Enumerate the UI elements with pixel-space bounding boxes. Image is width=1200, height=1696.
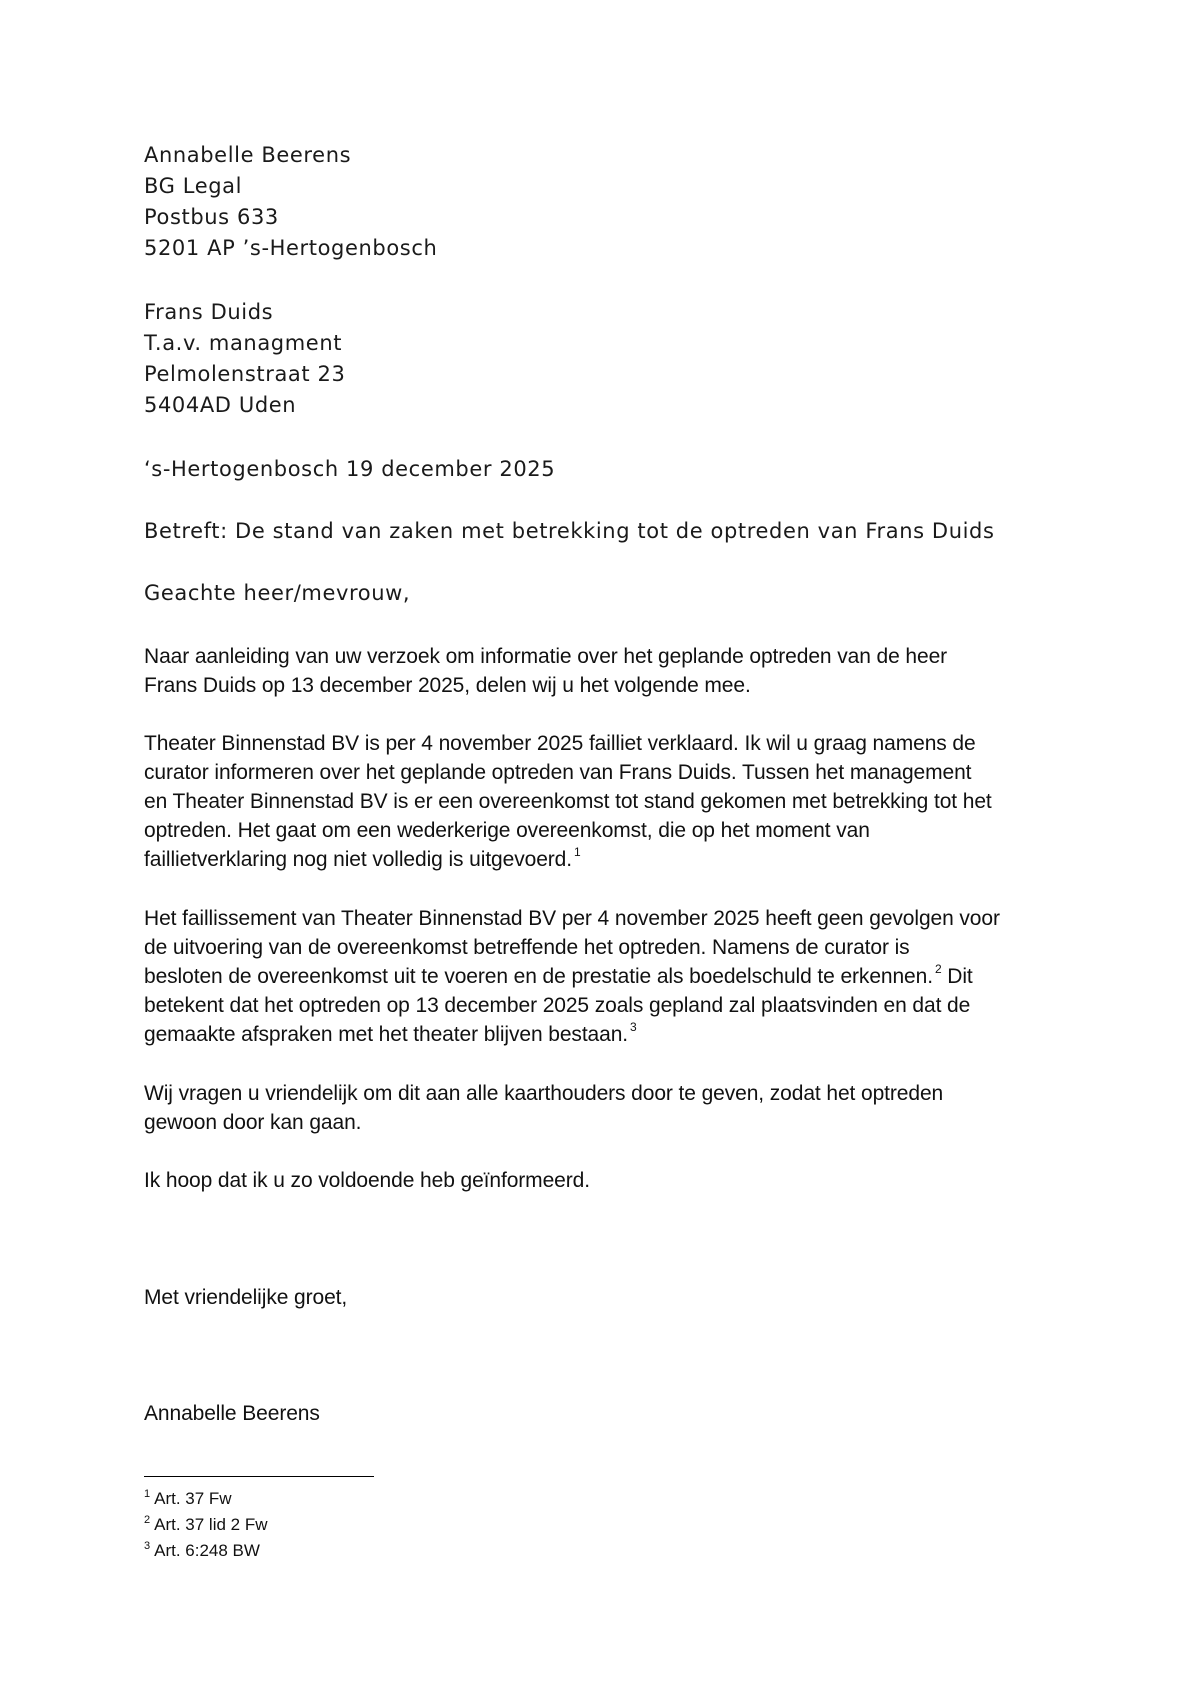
subject-line: Betreft: De stand van zaken met betrekking tot de optreden van Frans Duids bbox=[144, 519, 995, 543]
footnote-ref-1[interactable]: 1 bbox=[573, 845, 581, 859]
footnote-ref-2[interactable]: 2 bbox=[934, 962, 942, 976]
footnotes bbox=[144, 1486, 268, 1564]
recipient-street: Pelmolenstraat 23 bbox=[144, 362, 346, 386]
footnote-1: $^1$ Art. 37 Fw bbox=[144, 1488, 232, 1508]
paragraph-5: Ik hoop dat ik u zo voldoende heb geïnformeerd. bbox=[144, 1169, 590, 1192]
footnote-2: $^2$ Art. 37 lid 2 Fw bbox=[144, 1514, 268, 1534]
footnote-3: $^3$ Art. 6:248 BW bbox=[144, 1540, 260, 1560]
sender-name: Annabelle Beerens bbox=[144, 143, 352, 167]
paragraph-4: Wij vragen u vriendelijk om dit aan alle kaarthouders door te geven, zodat het optreden gewoon door kan gaan. bbox=[144, 1082, 944, 1134]
sender-company: BG Legal bbox=[144, 174, 243, 198]
paragraph-2: Theater Binnenstad BV is per 4 november 2025 failliet verklaard. Ik wil u graag namens de curator informeren over het geplande optreden van Frans Duids. Tussen het management en Theater Binnenstad BV is er een overeenkomst tot stand gekomen met betrekking tot het optreden. Het gaat om een wederkerige overeenkomst, die op het moment van faillietverklaring nog niet volledig is uitgevoerd. $^1$ bbox=[144, 732, 992, 871]
sender-city: 5201 AP ’s-Hertogenbosch bbox=[144, 236, 438, 260]
paragraph-1: Naar aanleiding van uw verzoek om informatie over het geplande optreden van de heer Frans Duids op 13 december 2025, delen wij u het volgende mee. bbox=[144, 645, 948, 697]
footnote-ref-3[interactable]: 3 bbox=[630, 1020, 637, 1034]
recipient-name: Frans Duids bbox=[144, 300, 274, 324]
recipient-attention: T.a.v. managment bbox=[144, 331, 343, 355]
recipient-address bbox=[144, 297, 1064, 421]
salutation: Geachte heer/mevrouw, bbox=[144, 581, 411, 605]
paragraph-3: Het faillissement van Theater Binnenstad BV per 4 november 2025 heeft geen gevolgen voor de uitvoering van de overeenkomst betreffende het optreden. Namens de curator is besloten de overeenkomst uit te voeren en de prestatie als boedelschuld te erkennen. $^2$ Dit betekent dat het optreden op 13 december 2025 zoals gepland zal plaatsvinden en dat de gemaakte afspraken met het theater blijven bestaan. $^3$ bbox=[144, 907, 1000, 1046]
sender-postbox: Postbus 633 bbox=[144, 205, 279, 229]
footnote-separator bbox=[144, 1476, 374, 1477]
signature: Annabelle Beerens bbox=[144, 1402, 320, 1425]
recipient-city: 5404AD Uden bbox=[144, 393, 297, 417]
sender-address bbox=[144, 140, 1064, 264]
closing: Met vriendelijke groet, bbox=[144, 1286, 348, 1309]
date-line: ‘s-Hertogenbosch 19 december 2025 bbox=[144, 457, 556, 481]
